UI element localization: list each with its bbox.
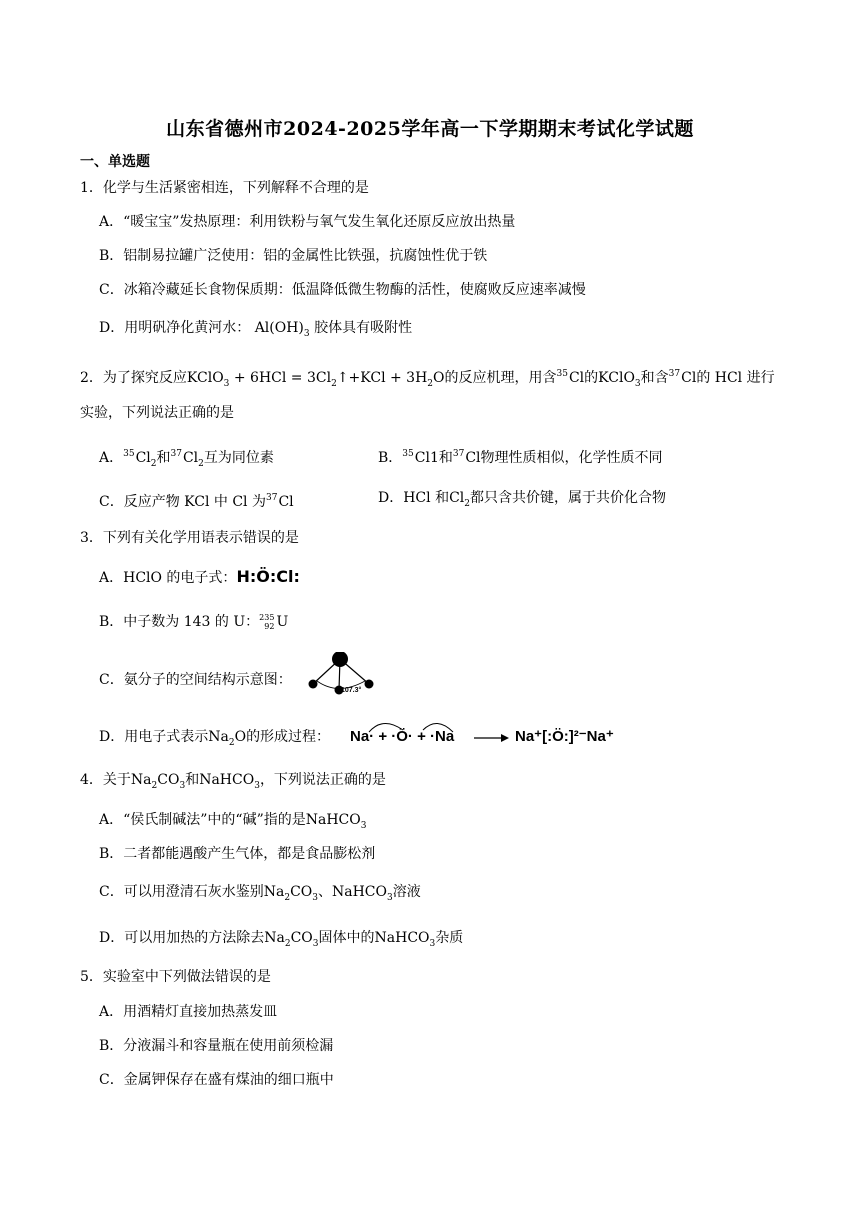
- question-2-stem-line-2: 实验，下列说法正确的是: [80, 405, 234, 421]
- question-2-option-d: D．HCl 和$Cl_2$都只含共价键，属于共价化合物: [378, 490, 667, 509]
- question-1-option-d: D．用明矾净化黄河水： $Al(OH)_3$ 胶体具有吸附性: [99, 320, 413, 339]
- electron-transfer-arrows: [365, 718, 465, 734]
- question-4-option-a: A．“侯氏制碱法”中的“碱”指的是NaHCO$_3$: [99, 812, 367, 831]
- question-2-option-b: B．$^{35}$Cl1和$^{37}$Cl物理性质相似，化学性质不同: [378, 449, 663, 466]
- question-5-option-c: C．金属钾保存在盛有煤油的细口瓶中: [99, 1072, 334, 1088]
- page-title: 山东省德州市2024-2025学年高一下学期期末考试化学试题: [166, 118, 694, 140]
- question-2-option-c: C．反应产物 KCl 中 Cl 为$^{37}$Cl: [99, 493, 294, 510]
- question-5-option-b: B．分液漏斗和容量瓶在使用前须检漏: [99, 1038, 334, 1054]
- formula-aloh3: $Al(OH)_3$: [254, 320, 310, 339]
- question-4-option-b: B．二者都能遇酸产生气体，都是食品膨松剂: [99, 846, 376, 862]
- section-heading: 一、单选题: [80, 154, 150, 170]
- question-4-stem: 4．关于$Na_2CO_3$和NaHCO$_3$，下列说法正确的是: [80, 772, 386, 791]
- question-1-option-b: B．铝制易拉罐广泛使用：铝的金属性比铁强，抗腐蚀性优于铁: [99, 248, 488, 264]
- question-3-option-b: B．中子数为 143 的 U： 235 92 U: [99, 613, 289, 631]
- question-3-option-c: C．氨分子的空间结构示意图：: [99, 672, 292, 688]
- nuclide-notation: 235 92: [259, 613, 275, 631]
- question-3-stem: 3．下列有关化学用语表示错误的是: [80, 530, 299, 546]
- na2o-formation-left: Na· + ·Ö· + ·Na: [350, 728, 455, 745]
- question-1-stem: 1．化学与生活紧密相连，下列解释不合理的是: [80, 180, 369, 196]
- question-5-stem: 5．实验室中下列做法错误的是: [80, 969, 271, 985]
- question-1-option-a: A．“暖宝宝”发热原理：利用铁粉与氧气发生氧化还原反应放出热量: [99, 214, 516, 230]
- question-3-option-d: D．用电子式表示$Na_2O$的形成过程：: [99, 729, 331, 748]
- question-3-option-a: A．HClO 的电子式：H:Ö:Cl:: [99, 567, 300, 586]
- ammonia-structure-diagram: [303, 652, 381, 698]
- na2o-formation-right: Na⁺[:Ö:]²⁻Na⁺: [515, 728, 614, 745]
- question-1-option-c: C．冰箱冷藏延长食物保质期：低温降低微生物酶的活性，使腐败反应速率减慢: [99, 282, 586, 298]
- hclo-electron-formula: H:Ö:Cl:: [236, 567, 300, 586]
- question-5-option-a: A．用酒精灯直接加热蒸发皿: [99, 1004, 278, 1020]
- question-2-stem: 2．为了探究反应KClO$_3$ + $6HCl = 3Cl_2↑+KCl + 3H_2O$的反应机理，用含$^{35}$Cl的KClO$_3$和含$^{37}$Cl的 HCl 进行: [80, 369, 775, 389]
- reaction-arrow-icon: [474, 733, 510, 743]
- reaction-equation: KClO$_3$ + $6HCl = 3Cl_2↑+KCl + 3H_2O$: [186, 370, 445, 389]
- question-4-option-c: C．可以用澄清石灰水鉴别$Na_2CO_3$、NaHCO$_3$溶液: [99, 884, 421, 903]
- question-4-option-d: D．可以用加热的方法除去$Na_2CO_3$固体中的NaHCO$_3$杂质: [99, 930, 464, 949]
- question-2-option-a: A．$^{35}Cl_2$和$^{37}Cl_2$互为同位素: [99, 449, 274, 469]
- bond-angle-label: 107.3°: [341, 687, 362, 694]
